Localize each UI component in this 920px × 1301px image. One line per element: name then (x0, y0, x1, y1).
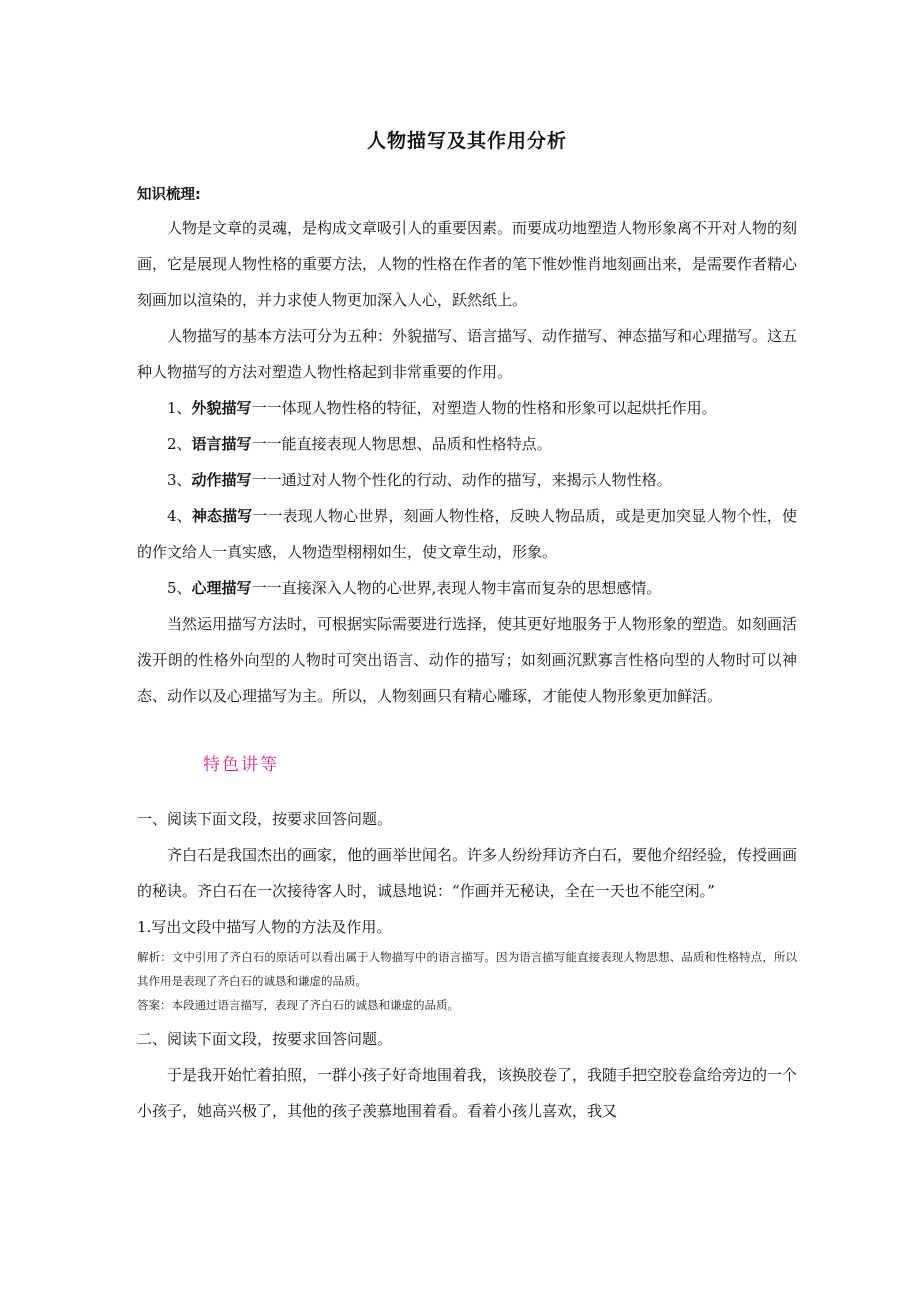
feature-heading: 特色讲等 (203, 755, 279, 775)
method-term: 神态描写 (191, 507, 253, 525)
question-1-prompt: 1.写出文段中描写人物的方法及作用。 (137, 918, 392, 936)
method-item-action (137, 462, 797, 498)
method-number: 3、 (167, 471, 192, 489)
method-number: 2、 (167, 435, 192, 453)
intro-paragraph-2: 人物描写的基本方法可分为五种：外貌描写、语言描写、动作描写、神态描写和心理描写。这五种人物描写的方法对塑造人物性格起到非常重要的作用。 (137, 327, 798, 381)
question-1-passage: 齐白石是我国杰出的画家，他的画举世闻名。许多人纷纷拜访齐白石，要他介绍经验，传授画画的秘诀。齐白石在一次接待客人时，诚恳地说：“作画并无秘诀，全在一天也不能空闲。” (137, 846, 798, 900)
knowledge-label: 知识梳理: (137, 187, 201, 203)
method-description: 一一通过对人物个性化的行动、动作的描写，来揭示人物性格。 (251, 471, 672, 489)
question-2-heading: 二、阅读下面文段，按要求回答问题。 (137, 1030, 393, 1048)
method-number: 1、 (167, 399, 192, 417)
document-title: 人物描写及其作用分析 (366, 130, 567, 152)
method-item-appearance (137, 390, 797, 426)
document-page (137, 118, 797, 1129)
method-number: 4、 (167, 507, 192, 525)
method-item-language (137, 426, 797, 462)
method-term: 外貌描写 (191, 399, 252, 417)
intro-paragraph-1: 人物是文章的灵魂，是构成文章吸引人的重要因素。而要成功地塑造人物形象离不开对人物的刻画，它是展现人物性格的重要方法，人物的性格在作者的笔下惟妙惟肖地刻画出来，是需要作者精心刻画加以渲染的，并力求使人物更加深入人心，跃然纸上。 (137, 219, 798, 309)
method-description: 一一体现人物性格的特征，对塑造人物的性格和形象可以起烘托作用。 (251, 399, 717, 417)
method-number: 5、 (167, 579, 192, 597)
question-1-answer: 答案：本段通过语言描写，表现了齐白石的诚恳和谦虚的品质。 (137, 998, 459, 1012)
method-description: 一一表现人物心世界，刻画人物性格，反映人物品质，或是更加突显人物个性，使的作文给人一真实感，人物造型栩栩如生，使文章生动，形象。 (137, 507, 797, 561)
method-term: 动作描写 (191, 471, 252, 489)
method-term: 心理描写 (191, 579, 252, 597)
method-item-psychology (137, 570, 797, 606)
method-item-expression (137, 498, 797, 570)
question-1-analysis: 解析：文中引用了齐白石的原话可以看出属于人物描写中的语言描写。因为语言描写能直接表现人物思想、品质和性格特点，所以其作用是表现了齐白石的诚恳和谦虚的品质。 (137, 950, 797, 988)
question-1-heading: 一、阅读下面文段，按要求回答问题。 (137, 810, 393, 828)
method-description: 一一能直接表现人物思想、品质和性格特点。 (251, 435, 552, 453)
method-description: 一一直接深入人物的心世界,表现人物丰富而复杂的思想感情。 (251, 579, 662, 597)
intro-paragraph-3: 当然运用描写方法时，可根据实际需要进行选择，使其更好地服务于人物形象的塑造。如刻画活泼开朗的性格外向型的人物时可突出语言、动作的描写；如刻画沉默寡言性格向型的人物时可以神态、动作以及心理描写为主。所以，人物刻画只有精心雕琢，才能使人物形象更加鲜活。 (137, 615, 798, 705)
method-term: 语言描写 (191, 435, 252, 453)
question-2-passage: 于是我开始忙着拍照，一群小孩子好奇地围着我，该换胶卷了，我随手把空胶卷盒给旁边的一个小孩子，她高兴极了，其他的孩子羡慕地围着看。看着小孩儿喜欢，我又 (137, 1066, 798, 1120)
